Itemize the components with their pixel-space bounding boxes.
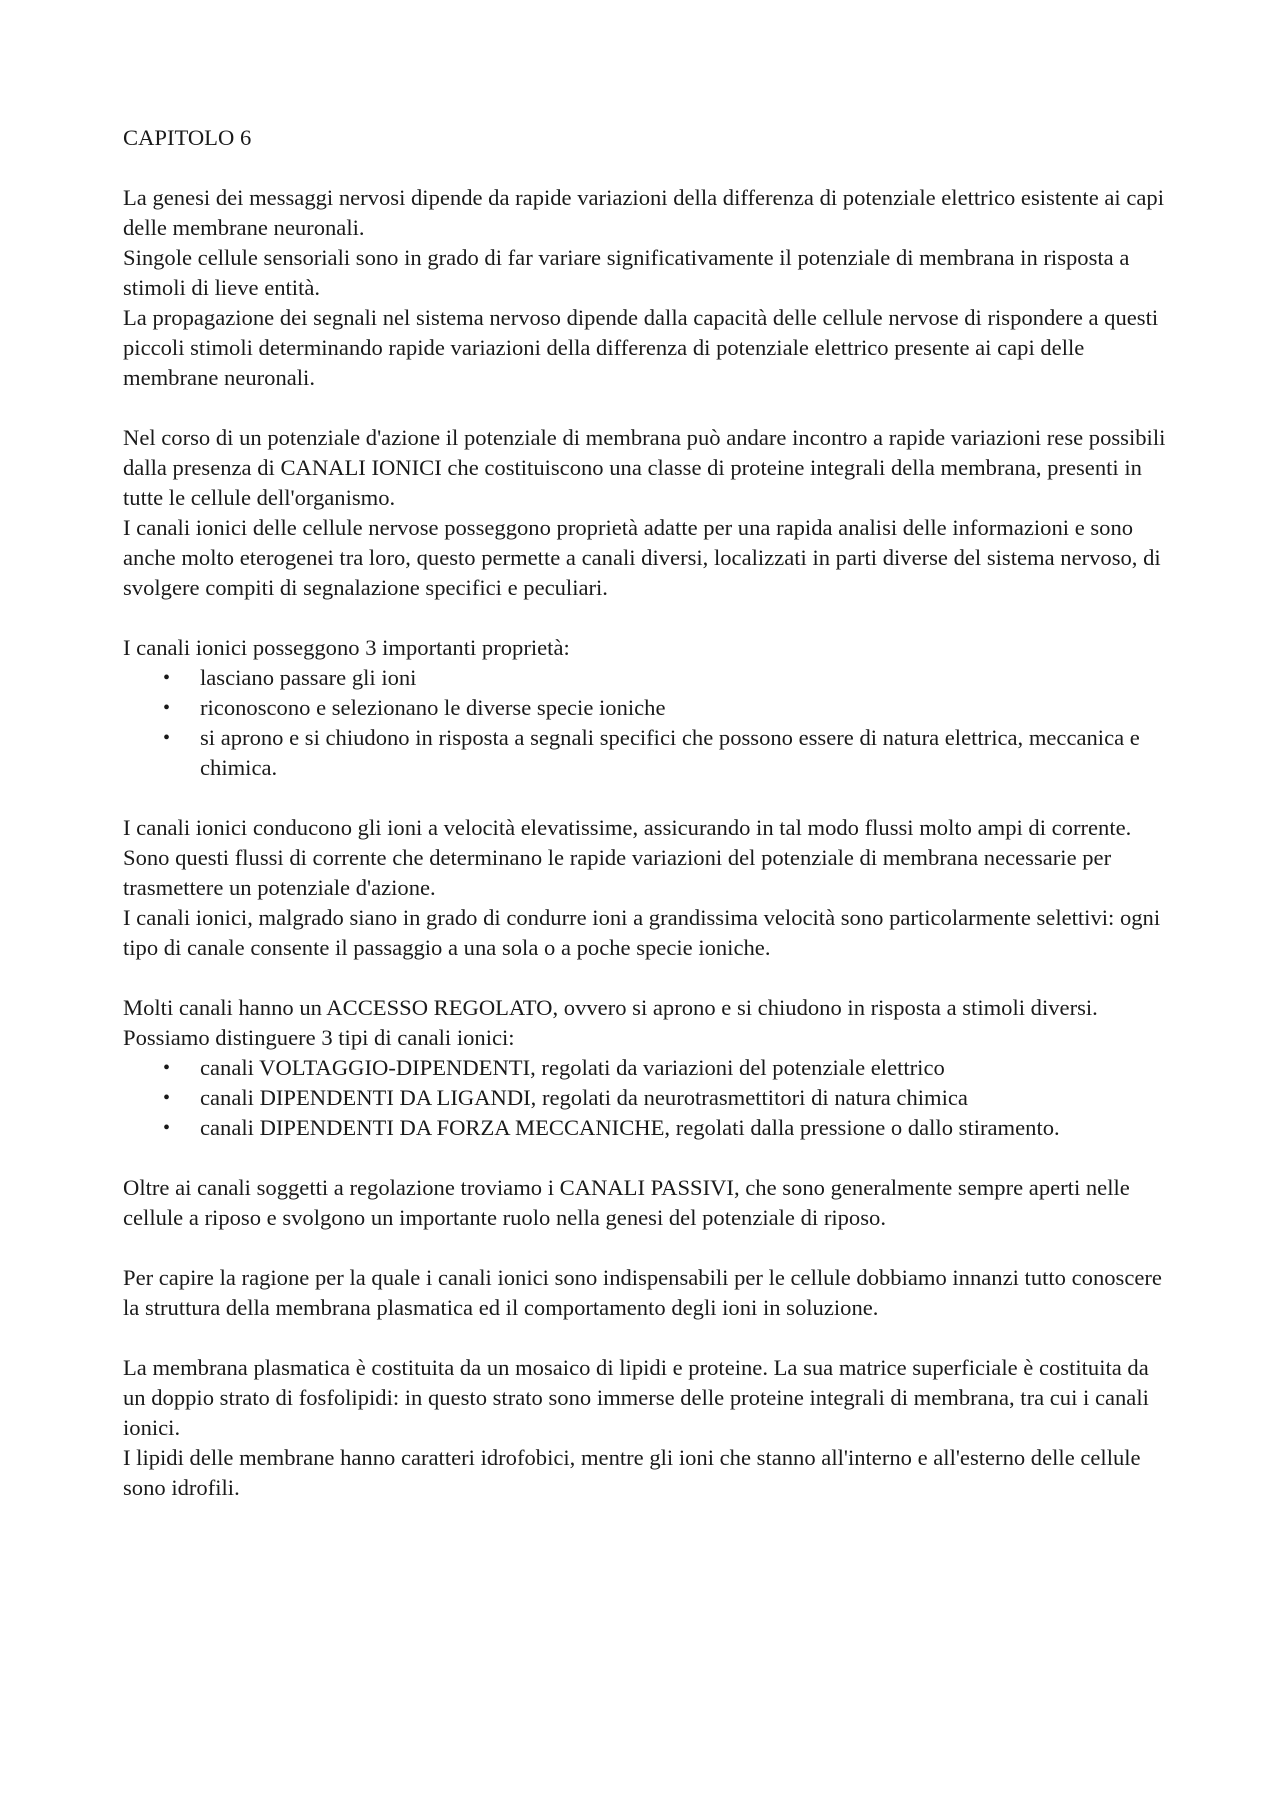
- paragraph: I canali ionici delle cellule nervose posseggono proprietà adatte per una rapida analisi delle informazioni e sono anche molto eterogenei tra loro, questo permette a canali diversi, localizzati in parti diverse del sistema nervoso, di svolgere compiti di segnalazione specifici e peculiari.: [123, 515, 1161, 600]
- paragraph: La genesi dei messaggi nervosi dipende da rapide variazioni della differenza di potenziale elettrico esistente ai capi delle membrane neuronali.: [123, 185, 1164, 240]
- list-item: [123, 663, 1168, 693]
- spacer: [123, 783, 1168, 813]
- list-item: [123, 1113, 1168, 1143]
- list-item-text: canali DIPENDENTI DA FORZA MECCANICHE, regolati dalla pressione o dallo stiramento.: [200, 1115, 1060, 1140]
- spacer: [123, 1233, 1168, 1263]
- spacer: [123, 1323, 1168, 1353]
- spacer: [123, 393, 1168, 423]
- paragraph: Nel corso di un potenziale d'azione il potenziale di membrana può andare incontro a rapide variazioni rese possibili dalla presenza di CANALI IONICI che costituiscono una classe di proteine integrali della membrana, presenti in tutte le cellule dell'organismo.: [123, 425, 1166, 510]
- list-item-text: riconoscono e selezionano le diverse specie ioniche: [200, 695, 666, 720]
- bullet-icon: •: [163, 697, 171, 719]
- list-item: [123, 693, 1168, 723]
- spacer: [123, 603, 1168, 633]
- paragraph: I canali ionici conducono gli ioni a velocità elevatissime, assicurando in tal modo flussi molto ampi di corrente. Sono questi flussi di corrente che determinano le rapide variazioni del potenziale di membrana necessarie per trasmettere un potenziale d'azione.: [123, 815, 1132, 900]
- bullet-icon: •: [163, 1057, 171, 1079]
- spacer: [123, 1143, 1168, 1173]
- list-item: [123, 1083, 1168, 1113]
- bullet-icon: •: [163, 667, 171, 689]
- bullet-icon: •: [163, 1087, 171, 1109]
- paragraph: I canali ionici, malgrado siano in grado di condurre ioni a grandissima velocità sono particolarmente selettivi: ogni tipo di canale consente il passaggio a una sola o a poche specie ioniche.: [123, 905, 1161, 960]
- list-item-text: canali VOLTAGGIO-DIPENDENTI, regolati da variazioni del potenziale elettrico: [200, 1055, 945, 1080]
- bullet-icon: •: [163, 727, 171, 749]
- paragraph: La membrana plasmatica è costituita da un mosaico di lipidi e proteine. La sua matrice superficiale è costituita da un doppio strato di fosfolipidi: in questo strato sono immerse delle proteine integrali di membrana, tra cui i canali ionici.: [123, 1355, 1149, 1440]
- paragraph: I lipidi delle membrane hanno caratteri idrofobici, mentre gli ioni che stanno all'interno e all'esterno delle cellule sono idrofili.: [123, 1445, 1141, 1500]
- paragraph: Singole cellule sensoriali sono in grado di far variare significativamente il potenziale di membrana in risposta a stimoli di lieve entità.: [123, 245, 1130, 300]
- properties-list: [123, 663, 1168, 783]
- channel-types-list: [123, 1053, 1168, 1143]
- list-item-text: canali DIPENDENTI DA LIGANDI, regolati da neurotrasmettitori di natura chimica: [200, 1085, 968, 1110]
- list-item-text: lasciano passare gli ioni: [200, 665, 417, 690]
- bullet-icon: •: [163, 1117, 171, 1139]
- list-intro: Molti canali hanno un ACCESSO REGOLATO, ovvero si aprono e si chiudono in risposta a stimoli diversi. Possiamo distinguere 3 tipi di canali ionici:: [123, 995, 1098, 1050]
- spacer: [123, 963, 1168, 993]
- paragraph: La propagazione dei segnali nel sistema nervoso dipende dalla capacità delle cellule nervose di rispondere a questi piccoli stimoli determinando rapide variazioni della differenza di potenziale elettrico presente ai capi delle membrane neuronali.: [123, 305, 1159, 390]
- list-item: [123, 723, 1168, 783]
- chapter-title: CAPITOLO 6: [123, 125, 252, 150]
- paragraph: Per capire la ragione per la quale i canali ionici sono indispensabili per le cellule dobbiamo innanzi tutto conoscere la struttura della membrana plasmatica ed il comportamento degli ioni in soluzione.: [123, 1265, 1162, 1320]
- list-item-text: si aprono e si chiudono in risposta a segnali specifici che possono essere di natura elettrica, meccanica e chimica.: [200, 725, 1140, 780]
- document-body: [123, 123, 1168, 1503]
- spacer: [123, 153, 1168, 183]
- list-item: [123, 1053, 1168, 1083]
- list-intro: I canali ionici posseggono 3 importanti proprietà:: [123, 635, 570, 660]
- paragraph: Oltre ai canali soggetti a regolazione troviamo i CANALI PASSIVI, che sono generalmente sempre aperti nelle cellule a riposo e svolgono un importante ruolo nella genesi del potenziale di riposo.: [123, 1175, 1130, 1230]
